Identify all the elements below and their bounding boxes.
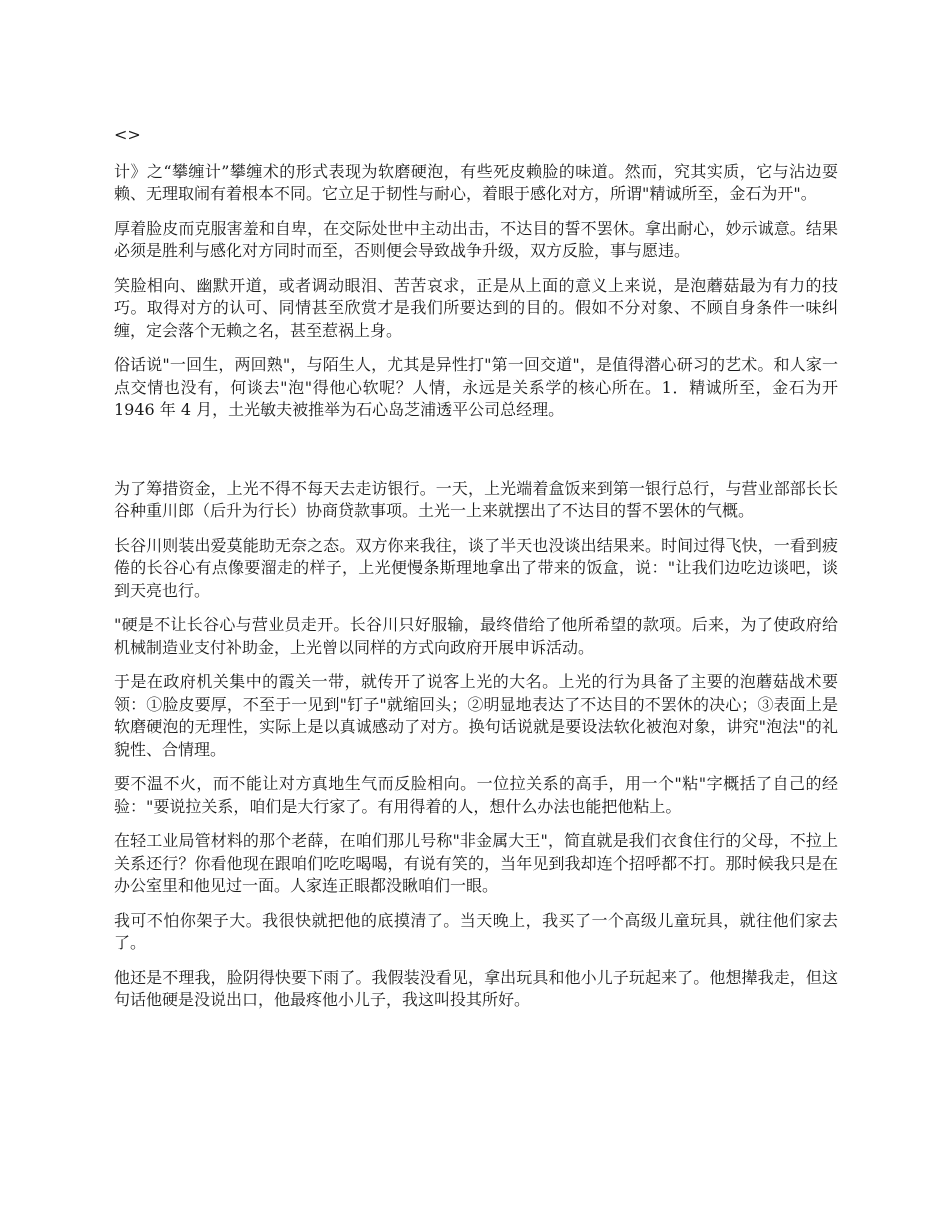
paragraph-2: 厚着脸皮而克服害羞和自卑，在交际处世中主动出击，不达目的誓不罢休。拿出耐心，妙示诚意。结果必须是胜利与感化对方同时而至，否则便会导致战争升级，双方反脸，事与愿违。 bbox=[114, 218, 838, 260]
document-page bbox=[114, 124, 838, 1024]
paragraph-7: "硬是不让长谷心与营业员走开。长谷川只好服输，最终借给了他所希望的款项。后来，为了使政府给机械制造业支付补助金，上光曾以同样的方式向政府开展申诉活动。 bbox=[114, 615, 838, 657]
paragraph-10: 在轻工业局管材料的那个老薛，在咱们那儿号称"非金属大王"，简直就是我们衣食住行的父母，不拉上关系还行？你看他现在跟咱们吃吃喝喝，有说有笑的，当年见到我却连个招呼都不打。那时候我只是在办公室里和他见过一面。人家连正眼都没瞅咱们一眼。 bbox=[114, 831, 838, 895]
paragraph-9: 要不温不火，而不能让对方真地生气而反脸相向。一位拉关系的高手，用一个"粘"字概括了自己的经验："要说拉关系，咱们是大行家了。有用得着的人，想什么办法也能把他粘上。 bbox=[114, 774, 838, 816]
paragraph-3: 笑脸相向、幽默开道，或者调动眼泪、苦苦哀求，正是从上面的意义上来说，是泡蘑菇最为有力的技巧。取得对方的认可、同情甚至欣赏才是我们所要达到的目的。假如不分对象、不顾自身条件一味纠缠，定会落个无赖之名，甚至惹祸上身。 bbox=[114, 275, 838, 340]
section-gap bbox=[114, 434, 838, 478]
page-marker: <> bbox=[114, 125, 141, 144]
paragraph-6: 长谷川则装出爱莫能助无奈之态。双方你来我往，谈了半天也没谈出结果来。时间过得飞快，一看到疲倦的长谷心有点像要溜走的样子，上光便慢条斯理地拿出了带来的饭盒，说："让我们边吃边谈吧，谈到天亮也行。 bbox=[114, 535, 838, 600]
paragraph-5: 为了筹措资金，上光不得不每天去走访银行。一天，上光端着盒饭来到第一银行总行，与营业部部长长谷种重川郎（后升为行长）协商贷款事项。土光一上来就摆出了不达目的誓不罢休的气概。 bbox=[114, 478, 838, 520]
paragraph-11: 我可不怕你架子大。我很快就把他的底摸清了。当天晚上，我买了一个高级儿童玩具，就往他们家去了。 bbox=[114, 910, 838, 952]
paragraph-8: 于是在政府机关集中的霞关一带，就传开了说客上光的大名。上光的行为具备了主要的泡蘑菇战术要领：①脸皮要厚，不至于一见到"钉子"就缩回头；②明显地表达了不达目的不罢休的决心；③表面上是软磨硬泡的无理性，实际上是以真诚感动了对方。换句话说就是要设法软化被泡对象，讲究"泡法"的礼貌性、合情理。 bbox=[114, 672, 838, 759]
paragraph-4: 俗话说"一回生，两回熟"，与陌生人，尤其是异性打"第一回交道"，是值得潜心研习的艺术。和人家一点交情也没有，何谈去"泡"得他心软呢？人情，永远是关系学的核心所在。1．精诚所至，金石为开 1946 年 4 月，土光敏夫被推举为石心岛芝浦透平公司总经理。 bbox=[114, 355, 838, 419]
paragraph-1: 计》之“攀缠计”攀缠术的形式表现为软磨硬泡，有些死皮赖脸的味道。然而，究其实质，它与沾边耍赖、无理取闹有着根本不同。它立足于韧性与耐心，着眼于感化对方，所谓"精诚所至，金石为开"。 bbox=[114, 161, 838, 203]
paragraph-12: 他还是不理我，脸阴得快要下雨了。我假装没看见，拿出玩具和他小儿子玩起来了。他想撵我走，但这句话他硬是没说出口，他最疼他小儿子，我这叫投其所好。 bbox=[114, 967, 838, 1009]
